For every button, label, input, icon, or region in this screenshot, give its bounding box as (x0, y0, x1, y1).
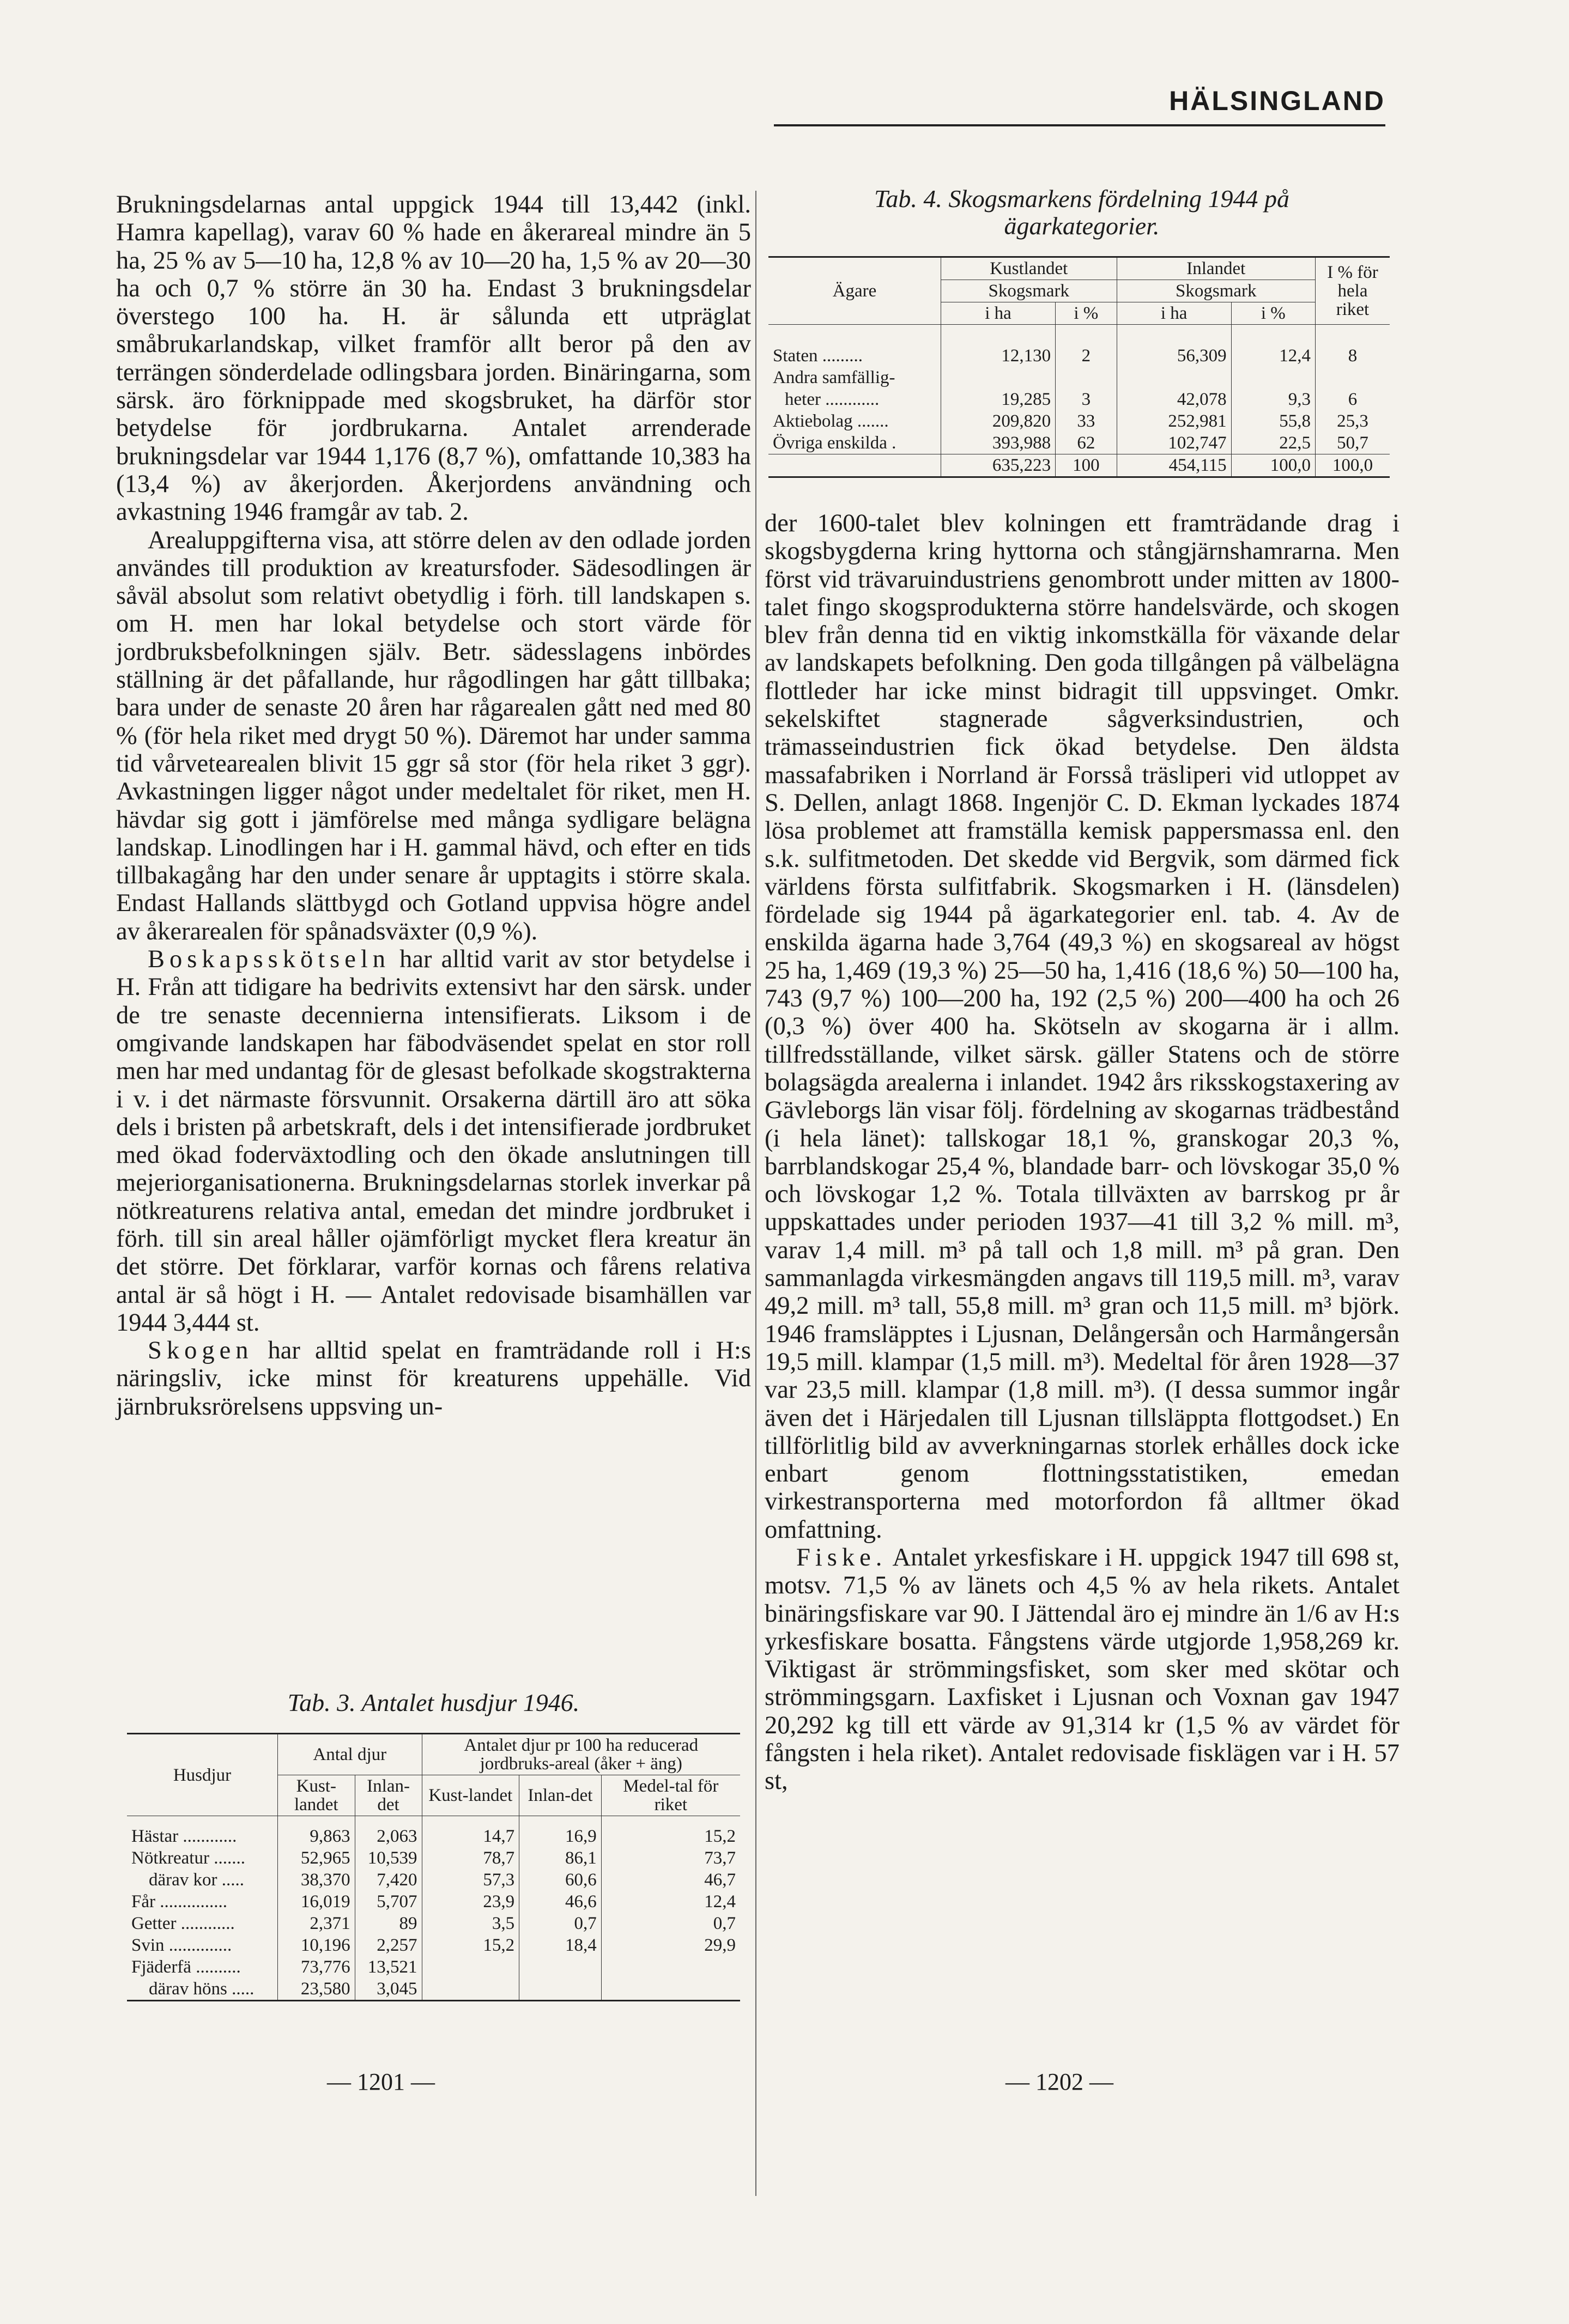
table-caption: Tab. 4. Skogsmarkens fördelning 1944 på ägarkategorier. (874, 185, 1289, 240)
left-column (116, 191, 751, 1421)
paragraph (765, 1544, 1400, 1795)
table-row: Fjäderfä .......... 73,776 13,521 (127, 1956, 740, 1978)
paragraph-text: Antalet yrkesfiskare i H. uppgick 1947 till 698 st, motsv. 71,5 % av länets och 4,5 % av hela rikets. Antalet binäringsfiskare var 90. I Jättendal äro ej mindre än 1/6 av H:s yrkesfiskare bosatta. Fångstens värde utgjorde 1,958,269 kr. Viktigast är strömmingsfisket, som sker med skötar och strömmingsgarn. Laxfisket i Ljusnan och Voxnan gav 1947 20,292 kg till ett värde av 91,314 kr (1,5 % av värdet för fångsten i hela riket). Antalet redovisade fisklägen var i H. 57 st, (765, 1543, 1400, 1795)
table-row: Staten ......... 12,130 2 56,309 12,4 8 (768, 325, 1390, 367)
right-column (765, 509, 1400, 1795)
paragraph (116, 1337, 751, 1421)
table-caption: Tab. 3. Antalet husdjur 1946. (287, 1689, 580, 1716)
paragraph: Brukningsdelarnas antal uppgick 1944 till 13,442 (inkl. Hamra kapellag), varav 60 % hade en åkerareal mindre än 5 ha, 25 % av 5—10 ha, 12,8 % av 10—20 ha, 1,5 % av 20—30 ha och 0,7 % större än 30 ha. Endast 3 brukningsdelar överstego 100 ha. H. är sålunda ett utpräglat småbrukarlandskap, vilket framför allt beror på den av terrängen sönderdelade odlingsbara jorden. Binäringarna, som särsk. äro förknippade med skogsbruket, ha därför stor betydelse för jordbrukarna. Antalet arrenderade brukningsdelar var 1944 1,176 (8,7 %), omfattande 10,383 ha (13,4 %) av åkerjorden. Åkerjordens användning och avkastning 1946 framgår av tab. 2. (116, 191, 751, 526)
table-row: Hästar ............ 9,863 2,063 14,7 16,9 15,2 (127, 1816, 740, 1848)
table-row: heter ............ 19,285 3 42,078 9,3 6 (768, 389, 1390, 410)
page-number-left: — 1201 — (327, 2068, 435, 2095)
page-number-right: — 1202 — (1005, 2068, 1113, 2095)
col-inland: Inlan-det (355, 1775, 422, 1816)
table-row: Svin .............. 10,196 2,257 15,2 18,4 29,9 (127, 1934, 740, 1956)
col-skogsmark: Skogsmark (1117, 280, 1315, 302)
table-husdjur (116, 1689, 751, 2001)
paragraph: der 1600-talet blev kolningen ett framträdande drag i skogsbygderna kring hyttorna och stångjärnshamrarna. Men först vid trävaruindustriens genombrott under mitten av 1800-talet fingo skogsprodukterna större handelsvärde, och skogen blev från denna tid en viktig inkomstkälla för växande delar av landskapets befolkning. Den goda tillgången på välbelägna flottleder har icke minst bidragit till uppsvinget. Omkr. sekelskiftet stagnerade sågverksindustrien, och trämasseindustrien fick ökad betydelse. Den äldsta massafabriken i Norrland är Forsså träsliperi vid utloppet av S. Dellen, anlagt 1868. Ingenjör C. D. Ekman lyckades 1874 lösa problemet att framställa kemisk pappersmassa enl. den s.k. sulfitmetoden. Det skedde vid Bergvik, som därmed fick världens första sulfitfabrik. Skogsmarken i H. (länsdelen) fördelade sig 1944 på ägarkategorier enl. tab. 4. Av de enskilda ägarna hade 3,764 (49,3 %) en skogsareal av högst 25 ha, 1,469 (19,3 %) 25—50 ha, 1,416 (18,6 %) 50—100 ha, 743 (9,7 %) 100—200 ha, 192 (2,5 %) 200—400 ha och 26 (0,3 %) över 400 ha. Skötseln av skogarna är i allm. tillfredsställande, vilket särsk. gäller Statens och de större bolagsägda arealerna i inlandet. 1942 års riksskogstaxering av Gävleborgs län visar följ. fördelning av skogarnas trädbestånd (i hela länet): tallskogar 18,1 %, granskogar 20,3 %, barrblandskogar 25,4 %, blandade barr- och lövskogar 35,0 % och lövskogar 1,2 %. Totala tillväxten av barrskog pr år uppskattades under perioden 1937—41 till 3,2 % mill. m³, varav 1,4 mill. m³ på tall och 1,8 mill. m³ på gran. Den sammanlagda virkesmängden angavs till 119,5 mill. m³, varav 49,2 mill. m³ tall, 55,8 mill. m³ gran och 11,5 mill. m³ björk. 1946 framsläpptes i Ljusnan, Delångersån och Harmångersån 19,5 mill. klampar (1,5 mill. m³). Medeltal för åren 1928—37 var 23,5 mill. klampar (1,8 mill. m³). (I dessa summor ingår även det i Härjedalen till Ljusnan tillsläppta flottgodset.) En tillförlitlig bild av avverkningarnas storlek erhålles dock icke enbart genom flottningsstatistiken, emedan virkestransporterna med motorfordon få alltmer ökad omfattning. (765, 509, 1400, 1544)
running-head: HÄLSINGLAND (1169, 86, 1385, 116)
col-husdjur: Husdjur (127, 1734, 278, 1816)
col-skogsmark: Skogsmark (941, 280, 1117, 302)
col-inland: Inlandet (1117, 257, 1315, 280)
col-ipct: i % (1231, 302, 1315, 325)
col-kust: Kust-landet (278, 1775, 355, 1816)
column-divider (755, 191, 756, 2196)
section-lead: Boskapsskötseln (148, 945, 391, 974)
section-lead: Fiske. (796, 1543, 887, 1571)
skogsmark-table (768, 256, 1390, 478)
page-header (774, 86, 1385, 126)
table-row: Nötkreatur ....... 52,965 10,539 78,7 86,1 73,7 (127, 1847, 740, 1869)
paragraph-text: har alltid varit av stor betydelse i H. Från att tidigare ha bedrivits extensivt har den särsk. under de tre senaste decennierna intensifierats. Liksom i de omgivande landskapen har fäbodväsendet spelat en stor roll men har med undantag för de glesast befolkade skogstrakterna i v. i det närmaste försvunnit. Orsakerna därtill äro att söka dels i bristen på arbetskraft, dels i det intensifierade jordbruket med ökad foderväxtodling och den ökade anslutningen till mejeriorganisationerna. Brukningsdelarnas storlek inverkar på nötkreaturens relativa antal, emedan det mindre jordbruket i förh. till sin areal håller ojämförligt mycket flera kreatur än det större. Det förklarar, varför kornas och fårens relativa antal är så högt i H. — Antalet redovisade bisamhällen var 1944 3,444 st. (116, 945, 751, 1337)
col-agare: Ägare (768, 257, 941, 325)
table-row: Övriga enskilda . 393,988 62 102,747 22,5 50,7 (768, 432, 1390, 454)
table-row: Får ............... 16,019 5,707 23,9 46,6 12,4 (127, 1891, 740, 1913)
table-row: därav höns ..... 23,580 3,045 (127, 1978, 740, 2001)
col-medel: Medel-tal för riket (601, 1775, 740, 1816)
col-ipct: i % (1056, 302, 1117, 325)
paragraph: Arealuppgifterna visa, att större delen av den odlade jorden användes till produktion av kreatursfoder. Sädesodlingen är såväl absolut som relativt obetydlig i förh. till landskapen s. om H. men har lokal betydelse och stort värde för jordbruksbefolkningen själv. Betr. sädesslagens inbördes ställning är det påfallande, hur rågodlingen har gått tillbaka; bara under de senaste 20 åren har rågarealen gått ned med 80 % (för hela riket med drygt 50 %). Däremot har under samma tid vårvetearealen blivit 15 ggr så stor (för hela riket 3 ggr). Avkastningen ligger något under medeltalet för riket, men H. hävdar sig gott i jämförelse med många sydligare belägna landskap. Linodlingen har i H. gammal hävd, och efter en tids tillbakagång har den under senare år upptagits i större skala. Endast Hallands slättbygd och Gotland uppvisa högre andel av åkerarealen för spånadsväxter (0,9 %). (116, 526, 751, 945)
col-riket: I % för hela riket (1316, 257, 1390, 325)
col-kust: Kust-landet (422, 1775, 519, 1816)
table-row: Aktiebolag ....... 209,820 33 252,981 55,8 25,3 (768, 410, 1390, 432)
col-antal: Antal djur (278, 1734, 422, 1775)
paragraph-text: har alltid spelat en framträdande roll i H:s näringsliv, icke minst för kreaturens uppehälle. Vid järnbruksrörelsens uppsving un- (116, 1337, 751, 1421)
col-iha: i ha (1117, 302, 1231, 325)
table-total-row: 635,223 100 454,115 100,0 100,0 (768, 454, 1390, 477)
col-inland: Inlan-det (519, 1775, 602, 1816)
table-row: därav kor ..... 38,370 7,420 57,3 60,6 46,7 (127, 1869, 740, 1891)
col-per100: Antalet djur pr 100 ha reducerad jordbruks-areal (åker + äng) (422, 1734, 740, 1775)
col-iha: i ha (941, 302, 1056, 325)
col-kust: Kustlandet (941, 257, 1117, 280)
table-row: Andra samfällig- (768, 367, 1390, 389)
paragraph (116, 945, 751, 1337)
table-skogsmark (768, 185, 1395, 478)
table-row: Getter ............ 2,371 89 3,5 0,7 0,7 (127, 1913, 740, 1934)
section-lead: Skogen (148, 1337, 253, 1365)
husdjur-table (127, 1733, 740, 2001)
